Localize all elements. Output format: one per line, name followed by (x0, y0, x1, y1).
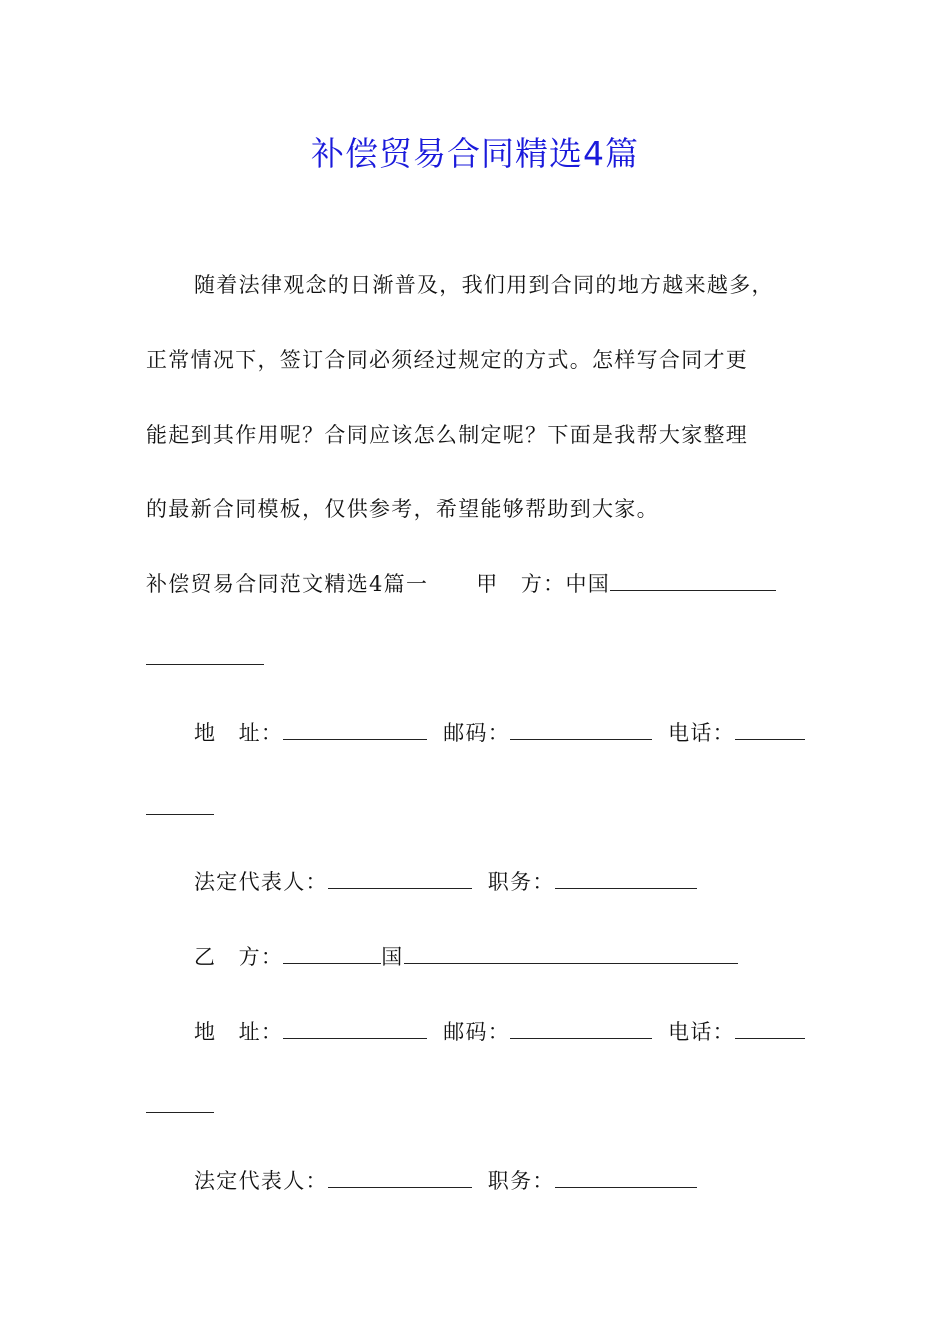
party-a-blank-2 (146, 644, 264, 665)
phone-blank (735, 719, 805, 740)
position-blank-b (555, 1167, 697, 1188)
legal-rep-label: 法定代表人： (194, 870, 328, 894)
party-a-blank-continued (146, 643, 816, 673)
phone-label: 电话： (668, 721, 735, 745)
intro-line-4: 的最新合同模板，仅供参考，希望能够帮助到大家。 (146, 497, 659, 521)
postcode-label-b: 邮码： (443, 1020, 511, 1044)
position-label: 职务： (487, 870, 555, 894)
address-blank-b (283, 1018, 427, 1039)
address-label: 地 址： (194, 721, 284, 745)
address-blank (283, 719, 427, 740)
postcode-label: 邮码： (443, 721, 511, 745)
party-a-line (146, 569, 816, 599)
party-a-value: 中国 (565, 572, 611, 596)
phone-blank-2 (146, 794, 214, 815)
party-a-label: 甲 方： (476, 572, 566, 596)
legal-rep-label-b: 法定代表人： (194, 1169, 328, 1193)
party-b-blank (404, 943, 738, 964)
intro-line-2: 正常情况下，签订合同必须经过规定的方式。怎样写合同才更 (146, 348, 749, 372)
legal-rep-blank (328, 868, 472, 889)
section-heading: 补偿贸易合同范文精选4篇一 (146, 572, 429, 596)
address-label-b: 地 址： (194, 1020, 284, 1044)
phone-blank-b-2 (146, 1092, 214, 1113)
phone-label-b: 电话： (668, 1020, 735, 1044)
party-b-label: 乙 方： (194, 945, 284, 969)
party-b-country-suffix: 国 (381, 945, 404, 969)
party-b-legal-rep-line (194, 1166, 864, 1196)
party-b-line (194, 942, 864, 972)
phone-blank-b (735, 1018, 805, 1039)
party-b-phone-continued (146, 1091, 816, 1121)
document-title: 补偿贸易合同精选4篇 (311, 134, 639, 173)
postcode-blank (510, 719, 652, 740)
intro-line-1: 随着法律观念的日渐普及，我们用到合同的地方越来越多， (194, 273, 774, 297)
party-a-phone-continued (146, 793, 816, 823)
intro-line-3: 能起到其作用呢？合同应该怎么制定呢？下面是我帮大家整理 (146, 423, 749, 447)
party-b-country-blank (283, 943, 381, 964)
party-a-address-line (194, 718, 864, 748)
legal-rep-blank-b (328, 1167, 472, 1188)
position-label-b: 职务： (487, 1169, 555, 1193)
party-a-legal-rep-line (194, 867, 864, 897)
position-blank (555, 868, 697, 889)
party-a-blank (610, 570, 776, 591)
party-b-address-line (194, 1017, 864, 1047)
postcode-blank-b (510, 1018, 652, 1039)
